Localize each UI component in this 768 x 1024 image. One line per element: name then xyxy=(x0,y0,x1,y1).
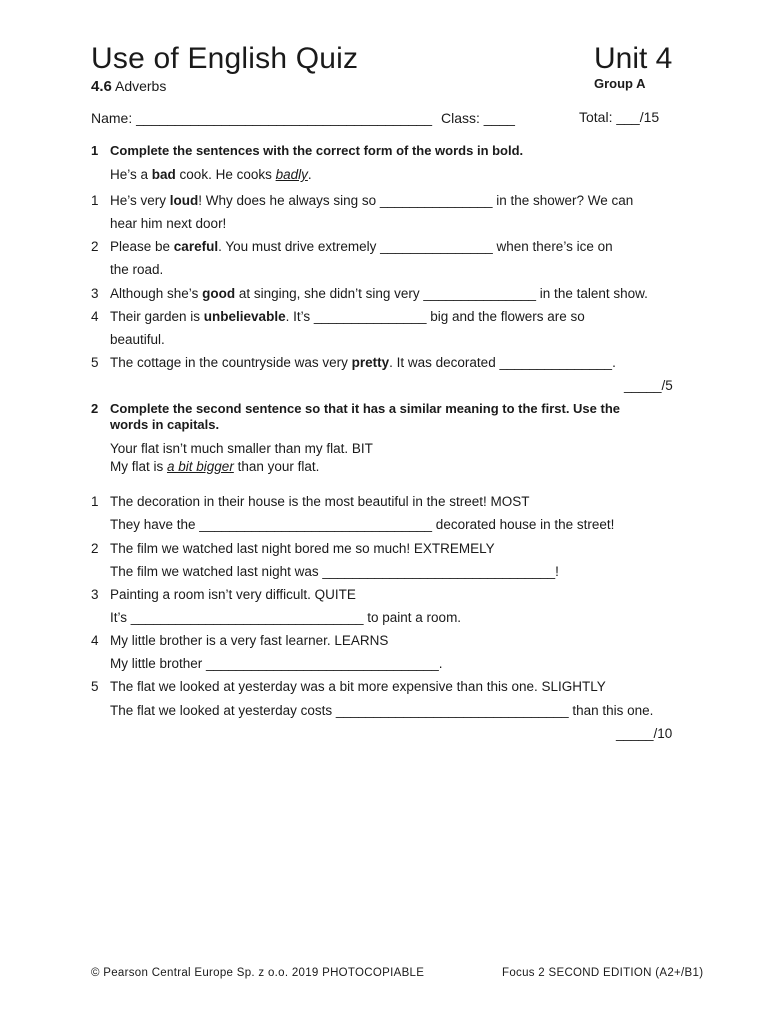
exercise-2-item-1-prompt: The decoration in their house is the most beautiful in the street! MOST xyxy=(110,494,530,509)
example-answer: a bit bigger xyxy=(167,459,234,474)
name-field[interactable]: Name: ______________________________________ xyxy=(91,110,432,126)
item-number: 3 xyxy=(91,286,99,301)
exercise-2-item-2-answer[interactable]: The film we watched last night was _______________________________! xyxy=(110,564,559,579)
exercise-2-item-4-answer[interactable]: My little brother _______________________________. xyxy=(110,656,443,671)
item-number: 1 xyxy=(91,193,99,208)
item-text: . It was decorated _______________. xyxy=(389,355,616,370)
exercise-2-number: 2 xyxy=(91,401,99,416)
footer-copyright: © Pearson Central Europe Sp. z o.o. 2019 PHOTOCOPIABLE xyxy=(91,967,425,979)
item-text: Please be xyxy=(110,239,174,254)
exercise-2-item-2-prompt: The film we watched last night bored me so much! EXTREMELY xyxy=(110,541,495,556)
example-answer: badly xyxy=(275,167,308,182)
example-text: . xyxy=(307,167,312,182)
page-title: Use of English Quiz xyxy=(91,42,359,75)
exercise-1-item-5[interactable] xyxy=(110,355,616,370)
item-text: Although she’s xyxy=(110,286,203,301)
item-text: at singing, she didn’t sing very _______________ in the talent show. xyxy=(235,286,648,301)
exercise-1-item-4-line-2: beautiful. xyxy=(110,332,165,347)
exercise-1-item-2[interactable] xyxy=(110,239,613,254)
item-number: 2 xyxy=(91,239,99,254)
class-field[interactable]: Class: ____ xyxy=(441,110,515,126)
exercise-2-item-3-answer[interactable]: It’s _______________________________ to paint a room. xyxy=(110,610,462,625)
exercise-1-item-2-line-2: the road. xyxy=(110,262,164,277)
item-bold-word: pretty xyxy=(351,355,390,370)
item-text: Their garden is xyxy=(110,309,204,324)
example-text: cook. He cooks xyxy=(175,167,276,182)
exercise-2-instruction: Complete the second sentence so that it has a similar meaning to the first. Use the xyxy=(110,401,621,416)
item-number: 5 xyxy=(91,679,99,694)
footer-edition: Focus 2 SECOND EDITION (A2+/B1) xyxy=(502,967,704,979)
item-text: . You must drive extremely _______________ when there’s ice on xyxy=(218,239,613,254)
item-text: . It’s _______________ big and the flowers are so xyxy=(285,309,585,324)
example-text: than your flat. xyxy=(233,459,320,474)
exercise-1-item-1[interactable] xyxy=(110,193,633,208)
unit-label: Unit 4 xyxy=(594,42,673,75)
exercise-1-number: 1 xyxy=(91,143,99,158)
exercise-2-item-1-answer[interactable]: They have the _______________________________ decorated house in the street! xyxy=(110,517,615,532)
group-label: Group A xyxy=(594,76,646,91)
exercise-1-score[interactable]: _____/5 xyxy=(624,378,673,393)
item-number: 3 xyxy=(91,587,99,602)
exercise-2-item-4-prompt: My little brother is a very fast learner. LEARNS xyxy=(110,633,389,648)
item-bold-word: loud xyxy=(169,193,199,208)
item-bold-word: unbelievable xyxy=(203,309,286,324)
exercise-2-example-answer-line xyxy=(110,459,319,474)
example-text: My flat is xyxy=(110,459,168,474)
example-text: He’s a xyxy=(110,167,152,182)
section-heading xyxy=(91,78,166,95)
exercise-2-instruction-line-2: words in capitals. xyxy=(110,417,220,432)
exercise-1-item-1-line-2: hear him next door! xyxy=(110,216,227,231)
total-field[interactable]: Total: ___/15 xyxy=(579,109,660,125)
item-text: ! Why does he always sing so _______________ in the shower? We can xyxy=(198,193,634,208)
section-name: Adverbs xyxy=(114,78,167,94)
exercise-1-instruction: Complete the sentences with the correct form of the words in bold. xyxy=(110,143,524,158)
exercise-2-item-5-answer[interactable]: The flat we looked at yesterday costs _______________________________ than this one. xyxy=(110,703,654,718)
exercise-2-example-sentence: Your flat isn’t much smaller than my flat. BIT xyxy=(110,441,373,456)
item-text: He’s very xyxy=(110,193,170,208)
exercise-1-item-3[interactable] xyxy=(110,286,648,301)
example-bold-word: bad xyxy=(151,167,176,182)
item-number: 1 xyxy=(91,494,99,509)
item-number: 4 xyxy=(91,633,99,648)
item-number: 5 xyxy=(91,355,99,370)
exercise-1-item-4[interactable] xyxy=(110,309,585,324)
exercise-2-item-3-prompt: Painting a room isn’t very difficult. QUITE xyxy=(110,587,356,602)
exercise-2-score[interactable]: _____/10 xyxy=(616,726,673,741)
section-number: 4.6 xyxy=(91,78,112,95)
item-bold-word: good xyxy=(202,286,236,301)
exercise-1-example xyxy=(110,167,312,182)
exercise-2-item-5-prompt: The flat we looked at yesterday was a bit more expensive than this one. SLIGHTLY xyxy=(110,679,606,694)
item-bold-word: careful xyxy=(173,239,219,254)
item-number: 2 xyxy=(91,541,99,556)
item-number: 4 xyxy=(91,309,99,324)
item-text: The cottage in the countryside was very xyxy=(110,355,352,370)
